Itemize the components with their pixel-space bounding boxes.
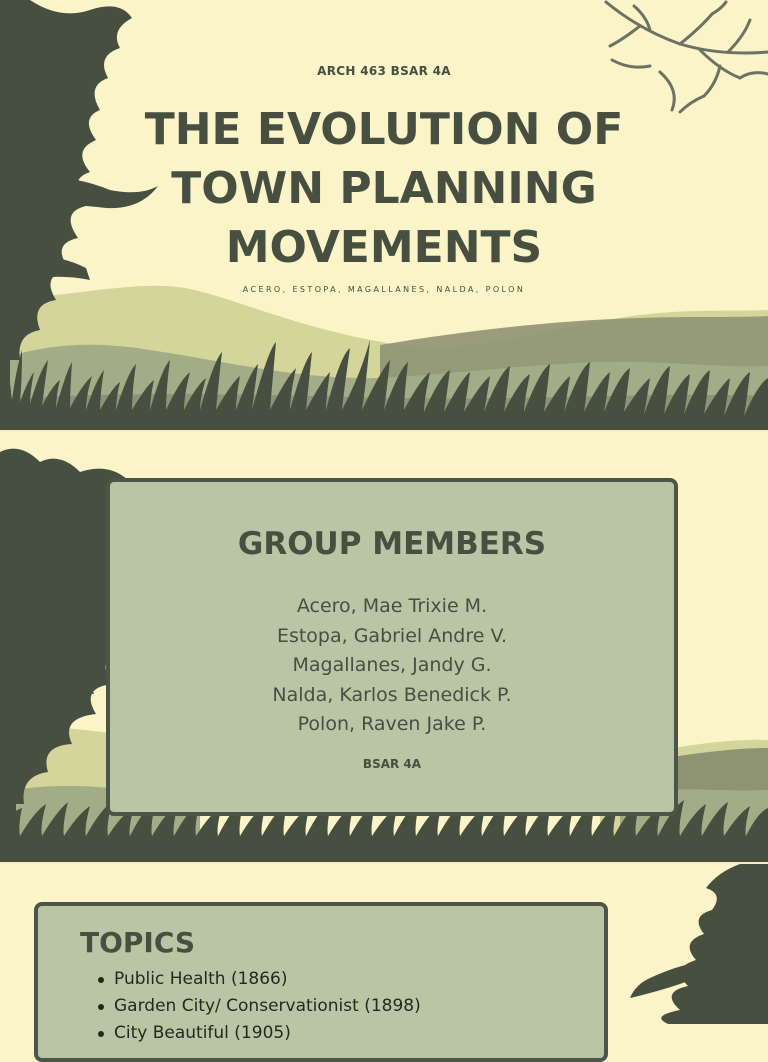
topic-item: Public Health (1866) (96, 966, 421, 993)
authors-line: ACERO, ESTOPA, MAGALLANES, NALDA, POLON (242, 285, 526, 294)
class-label: BSAR 4A (362, 757, 422, 771)
member-name: Magallanes, Jandy G. (292, 654, 492, 676)
members-list (110, 592, 674, 740)
members-heading: GROUP MEMBERS (237, 526, 547, 562)
title-slide (0, 0, 768, 430)
presentation-title (84, 100, 684, 277)
topics-card (34, 902, 608, 1062)
member-name: Estopa, Gabriel Andre V. (276, 624, 508, 647)
title-line: MOVEMENTS (225, 222, 543, 273)
group-members-slide (0, 432, 768, 862)
member-name: Acero, Mae Trixie M. (296, 595, 488, 617)
topic-item: Garden City/ Conservationist (1898) (96, 993, 421, 1020)
bare-branch (606, 2, 768, 112)
members-card (106, 478, 678, 816)
topics-list (96, 966, 421, 1047)
tree-silhouette (630, 864, 768, 1024)
topic-item: City Beautiful (1905) (96, 1020, 421, 1047)
course-label: ARCH 463 BSAR 4A (317, 64, 451, 78)
title-line: THE EVOLUTION OF (144, 104, 624, 155)
topics-heading: TOPICS (80, 926, 196, 959)
member-name: Polon, Raven Jake P. (297, 713, 487, 735)
member-name: Nalda, Karlos Benedick P. (272, 683, 512, 706)
title-line: TOWN PLANNING (171, 163, 597, 214)
topics-slide (0, 864, 768, 1043)
